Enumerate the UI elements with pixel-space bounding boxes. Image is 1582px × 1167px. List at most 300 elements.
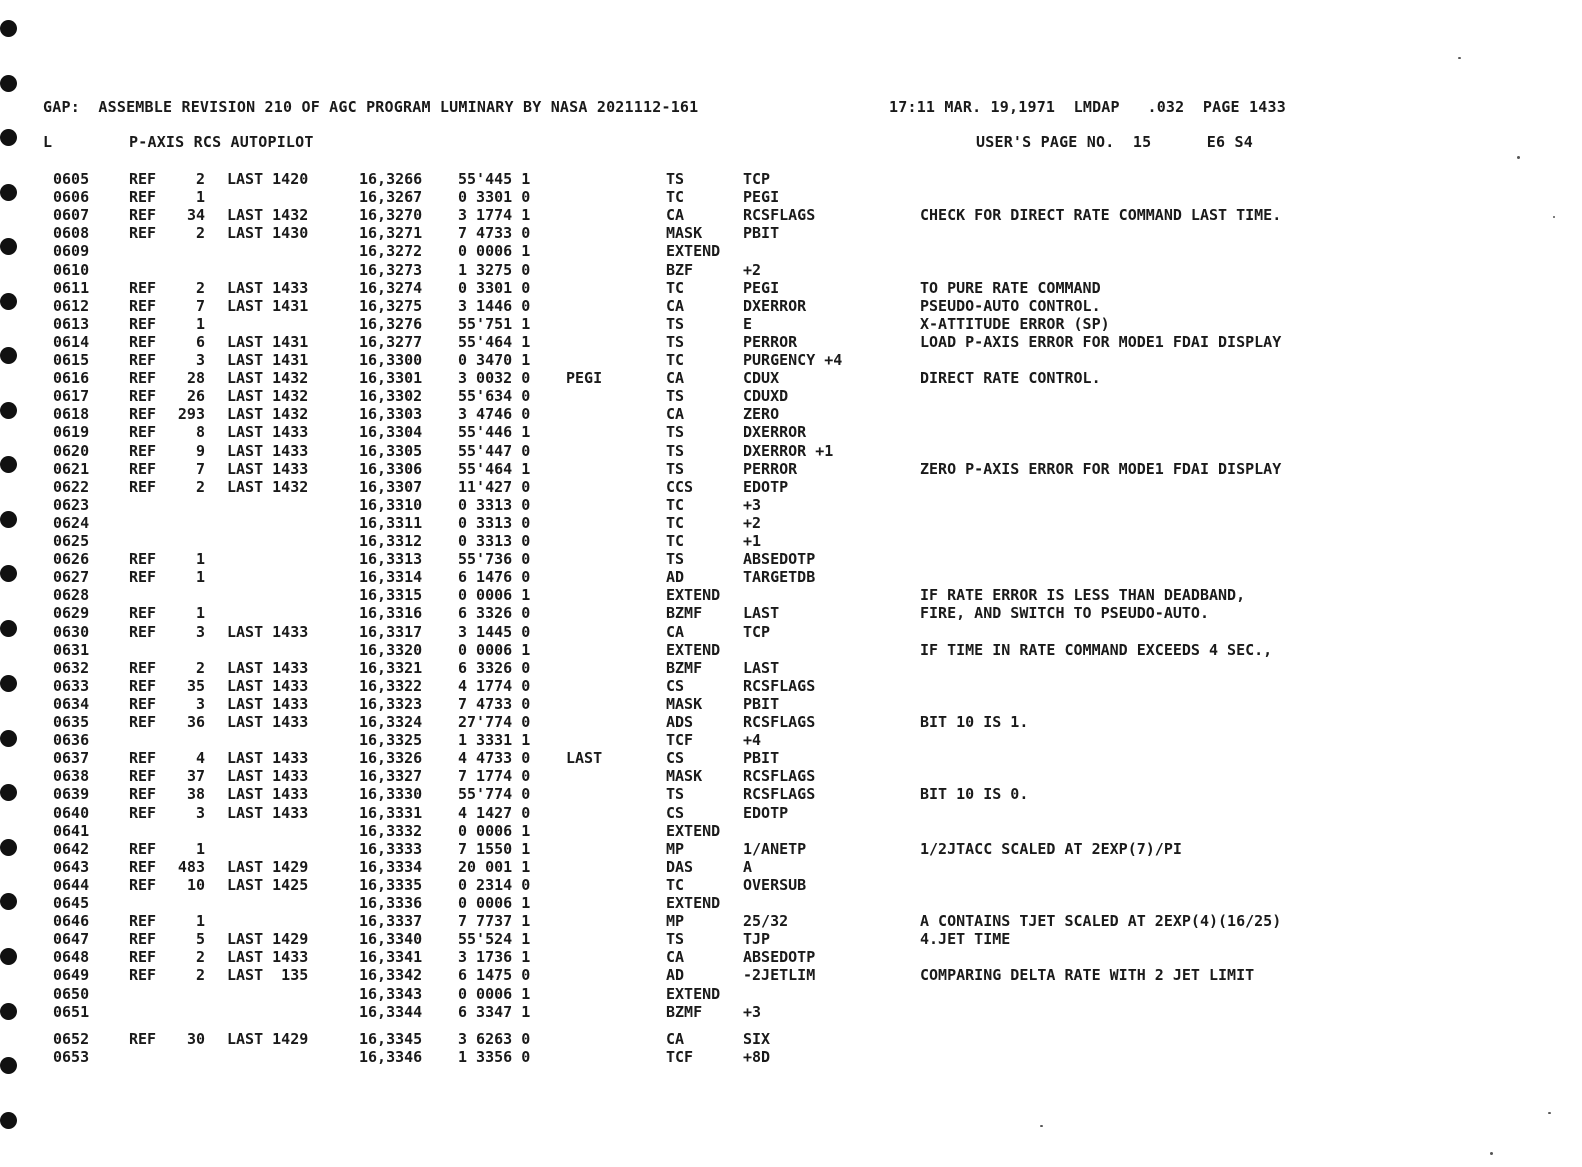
operand: LAST <box>743 604 780 623</box>
opcode: MASK <box>666 767 703 786</box>
line-number: 0639 <box>53 785 90 804</box>
comment: BIT 10 IS 1. <box>920 713 1029 731</box>
listing-row <box>0 894 1582 912</box>
operand: +3 <box>743 1002 762 1021</box>
octal-value: 3 1774 1 <box>458 206 531 225</box>
opcode: BZF <box>666 260 694 279</box>
header-log-code: L <box>43 133 53 151</box>
operand: +1 <box>743 532 762 550</box>
line-number: 0644 <box>53 875 90 894</box>
listing-row <box>0 279 1582 297</box>
octal-value: 55'464 1 <box>458 459 531 478</box>
operand: LAST <box>743 658 780 677</box>
opcode: BZMF <box>666 658 703 677</box>
operand: CDUXD <box>743 387 789 406</box>
line-number: 0620 <box>53 441 90 460</box>
last-ref: LAST 1432 <box>227 206 309 225</box>
address: 16,3277 <box>359 332 423 351</box>
ref-marker: REF <box>129 332 157 351</box>
ref-count: 3 <box>195 803 205 822</box>
opcode: TCF <box>666 1047 694 1066</box>
line-number: 0611 <box>53 278 90 297</box>
opcode: EXTEND <box>666 894 721 912</box>
octal-value: 55'634 0 <box>458 387 531 406</box>
octal-value: 55'751 1 <box>458 314 531 333</box>
ref-marker: REF <box>129 170 157 188</box>
operand: TJP <box>743 930 771 949</box>
ref-marker: REF <box>129 224 157 243</box>
ref-marker: REF <box>129 351 157 369</box>
listing-row <box>0 261 1582 279</box>
listing-row <box>0 623 1582 641</box>
opcode: TC <box>666 188 685 207</box>
paper-speck <box>1517 156 1520 159</box>
operand: PBIT <box>743 694 780 713</box>
operand: TARGETDB <box>743 568 816 587</box>
listing-row <box>0 1003 1582 1021</box>
octal-value: 0 3313 0 <box>458 495 531 514</box>
line-number: 0624 <box>53 513 90 532</box>
opcode: CA <box>666 296 685 315</box>
address: 16,3323 <box>359 694 423 713</box>
octal-value: 55'445 1 <box>458 170 531 188</box>
line-number: 0623 <box>53 495 90 514</box>
octal-value: 55'464 1 <box>458 332 531 351</box>
octal-value: 7 1550 1 <box>458 839 531 858</box>
comment: LOAD P-AXIS ERROR FOR MODE1 FDAI DISPLAY <box>920 332 1282 351</box>
line-number: 0621 <box>53 459 90 478</box>
listing-row <box>0 478 1582 496</box>
line-number: 0629 <box>53 604 90 623</box>
opcode: TS <box>666 314 685 333</box>
operand: PBIT <box>743 224 780 243</box>
ref-marker: REF <box>129 369 157 388</box>
operand: DXERROR <box>743 423 807 442</box>
last-ref: LAST 1429 <box>227 1029 309 1048</box>
opcode: EXTEND <box>666 984 721 1003</box>
line-number: 0636 <box>53 731 90 750</box>
line-number: 0614 <box>53 332 90 351</box>
feed-hole <box>0 1112 17 1129</box>
listing-row <box>0 297 1582 315</box>
address: 16,3314 <box>359 568 423 587</box>
address: 16,3274 <box>359 278 423 297</box>
operand: +3 <box>743 495 762 514</box>
line-number: 0607 <box>53 206 90 225</box>
opcode: CCS <box>666 477 694 496</box>
comment: IF RATE ERROR IS LESS THAN DEADBAND, <box>920 586 1246 605</box>
address: 16,3316 <box>359 604 423 623</box>
listing-row <box>0 514 1582 532</box>
ref-count: 293 <box>177 405 205 424</box>
opcode: TC <box>666 495 685 514</box>
last-ref: LAST 1433 <box>227 658 309 677</box>
last-ref: LAST 1433 <box>227 694 309 713</box>
address: 16,3336 <box>359 894 423 912</box>
ref-marker: REF <box>129 278 157 297</box>
ref-count: 37 <box>186 767 205 786</box>
line-number: 0632 <box>53 658 90 677</box>
ref-marker: REF <box>129 1029 157 1048</box>
line-number: 0648 <box>53 948 90 967</box>
line-number: 0650 <box>53 984 90 1003</box>
line-number: 0649 <box>53 966 90 985</box>
opcode: EXTEND <box>666 821 721 840</box>
feed-hole <box>0 75 17 92</box>
last-ref: LAST 1425 <box>227 875 309 894</box>
operand: RCSFLAGS <box>743 767 816 786</box>
address: 16,3331 <box>359 803 423 822</box>
ref-marker: REF <box>129 405 157 424</box>
address: 16,3344 <box>359 1002 423 1021</box>
line-number: 0631 <box>53 640 90 659</box>
ref-marker: REF <box>129 441 157 460</box>
address: 16,3334 <box>359 857 423 876</box>
line-number: 0640 <box>53 803 90 822</box>
opcode: CS <box>666 676 685 695</box>
ref-count: 1 <box>195 314 205 333</box>
octal-value: 6 3347 1 <box>458 1002 531 1021</box>
opcode: CA <box>666 405 685 424</box>
address: 16,3342 <box>359 966 423 985</box>
ref-marker: REF <box>129 857 157 876</box>
last-ref: LAST 135 <box>227 966 309 985</box>
listing-row <box>0 224 1582 242</box>
ref-count: 2 <box>195 948 205 967</box>
octal-value: 4 1427 0 <box>458 803 531 822</box>
opcode: TC <box>666 278 685 297</box>
address: 16,3300 <box>359 351 423 369</box>
opcode: TCF <box>666 731 694 750</box>
comment: X-ATTITUDE ERROR (SP) <box>920 314 1110 333</box>
address: 16,3332 <box>359 821 423 840</box>
ref-count: 7 <box>195 459 205 478</box>
operand: +2 <box>743 260 762 279</box>
line-number: 0610 <box>53 260 90 279</box>
octal-value: 3 4746 0 <box>458 405 531 424</box>
octal-value: 0 0006 1 <box>458 894 531 912</box>
operand: PEGI <box>743 278 780 297</box>
address: 16,3330 <box>359 785 423 804</box>
ref-marker: REF <box>129 296 157 315</box>
operand: A <box>743 857 753 876</box>
ref-marker: REF <box>129 622 157 641</box>
line-number: 0616 <box>53 369 90 388</box>
listing-row <box>0 659 1582 677</box>
line-number: 0634 <box>53 694 90 713</box>
address: 16,3333 <box>359 839 423 858</box>
octal-value: 3 0032 0 <box>458 369 531 388</box>
ref-marker: REF <box>129 912 157 931</box>
address: 16,3307 <box>359 477 423 496</box>
address: 16,3317 <box>359 622 423 641</box>
comment: FIRE, AND SWITCH TO PSEUDO-AUTO. <box>920 604 1209 623</box>
octal-value: 7 7737 1 <box>458 912 531 931</box>
listing-row <box>0 677 1582 695</box>
octal-value: 0 3313 0 <box>458 532 531 550</box>
last-ref: LAST 1433 <box>227 767 309 786</box>
last-ref: LAST 1433 <box>227 441 309 460</box>
ref-count: 4 <box>195 749 205 768</box>
ref-marker: REF <box>129 604 157 623</box>
address: 16,3310 <box>359 495 423 514</box>
line-number: 0630 <box>53 622 90 641</box>
listing-row <box>0 550 1582 568</box>
address: 16,3341 <box>359 948 423 967</box>
octal-value: 3 1446 0 <box>458 296 531 315</box>
listing-row <box>0 749 1582 767</box>
last-ref: LAST 1432 <box>227 477 309 496</box>
last-ref: LAST 1420 <box>227 170 309 188</box>
operand: DXERROR +1 <box>743 441 834 460</box>
comment: 4.JET TIME <box>920 930 1011 949</box>
last-ref: LAST 1433 <box>227 749 309 768</box>
ref-count: 26 <box>186 387 205 406</box>
ref-marker: REF <box>129 785 157 804</box>
opcode: TS <box>666 441 685 460</box>
listing-row <box>0 387 1582 405</box>
operand: CDUX <box>743 369 780 388</box>
operand: ABSEDOTP <box>743 948 816 967</box>
line-number: 0633 <box>53 676 90 695</box>
listing-row <box>0 369 1582 387</box>
listing-row <box>0 242 1582 260</box>
opcode: CS <box>666 749 685 768</box>
operand: RCSFLAGS <box>743 713 816 731</box>
comment: BIT 10 IS 0. <box>920 785 1029 804</box>
last-ref: LAST 1432 <box>227 405 309 424</box>
address: 16,3267 <box>359 188 423 207</box>
line-number: 0618 <box>53 405 90 424</box>
opcode: MASK <box>666 694 703 713</box>
address: 16,3303 <box>359 405 423 424</box>
octal-value: 0 3301 0 <box>458 278 531 297</box>
listing-row <box>0 604 1582 622</box>
ref-marker: REF <box>129 188 157 207</box>
operand: EDOTP <box>743 477 789 496</box>
line-number: 0651 <box>53 1002 90 1021</box>
listing-row <box>0 713 1582 731</box>
listing-row <box>0 731 1582 749</box>
octal-value: 55'774 0 <box>458 785 531 804</box>
ref-count: 30 <box>186 1029 205 1048</box>
header-assembly-line: GAP: ASSEMBLE REVISION 210 OF AGC PROGRAM LUMINARY BY NASA 2021112-161 <box>43 98 699 116</box>
listing-row <box>0 188 1582 206</box>
comment: CHECK FOR DIRECT RATE COMMAND LAST TIME. <box>920 206 1282 225</box>
line-number: 0608 <box>53 224 90 243</box>
ref-count: 3 <box>195 694 205 713</box>
ref-count: 5 <box>195 930 205 949</box>
octal-value: 1 3275 0 <box>458 260 531 279</box>
listing-row <box>0 785 1582 803</box>
line-number: 0643 <box>53 857 90 876</box>
ref-count: 9 <box>195 441 205 460</box>
octal-value: 0 0006 1 <box>458 984 531 1003</box>
last-ref: LAST 1433 <box>227 278 309 297</box>
paper-speck <box>1548 1112 1551 1114</box>
listing-row <box>0 586 1582 604</box>
line-number: 0617 <box>53 387 90 406</box>
address: 16,3266 <box>359 170 423 188</box>
opcode: AD <box>666 966 685 985</box>
opcode: TS <box>666 930 685 949</box>
ref-count: 34 <box>186 206 205 225</box>
opcode: CA <box>666 948 685 967</box>
ref-marker: REF <box>129 930 157 949</box>
ref-count: 3 <box>195 351 205 369</box>
opcode: DAS <box>666 857 694 876</box>
opcode: CS <box>666 803 685 822</box>
listing-row <box>0 170 1582 188</box>
opcode: TC <box>666 351 685 369</box>
listing-row <box>0 405 1582 423</box>
opcode: TS <box>666 170 685 188</box>
operand: DXERROR <box>743 296 807 315</box>
line-number: 0637 <box>53 749 90 768</box>
octal-value: 27'774 0 <box>458 713 531 731</box>
address: 16,3335 <box>359 875 423 894</box>
listing-row <box>0 822 1582 840</box>
address: 16,3346 <box>359 1047 423 1066</box>
listing-row <box>0 532 1582 550</box>
address: 16,3324 <box>359 713 423 731</box>
last-ref: LAST 1433 <box>227 423 309 442</box>
ref-count: 483 <box>177 857 205 876</box>
listing-row <box>0 858 1582 876</box>
listing-row <box>0 460 1582 478</box>
octal-value: 3 1736 1 <box>458 948 531 967</box>
opcode: EXTEND <box>666 242 721 261</box>
opcode: MP <box>666 839 685 858</box>
comment: A CONTAINS TJET SCALED AT 2EXP(4)(16/25) <box>920 912 1282 931</box>
operand: RCSFLAGS <box>743 676 816 695</box>
line-number: 0619 <box>53 423 90 442</box>
address: 16,3313 <box>359 550 423 569</box>
opcode: CA <box>666 206 685 225</box>
octal-value: 0 3470 1 <box>458 351 531 369</box>
opcode: TS <box>666 423 685 442</box>
listing-row <box>0 496 1582 514</box>
ref-count: 2 <box>195 224 205 243</box>
operand: OVERSUB <box>743 875 807 894</box>
ref-marker: REF <box>129 749 157 768</box>
listing-row <box>0 568 1582 586</box>
ref-count: 7 <box>195 296 205 315</box>
comment: IF TIME IN RATE COMMAND EXCEEDS 4 SEC., <box>920 640 1273 659</box>
ref-marker: REF <box>129 767 157 786</box>
address: 16,3337 <box>359 912 423 931</box>
paper-speck <box>1040 1125 1043 1127</box>
ref-marker: REF <box>129 387 157 406</box>
operand: PEGI <box>743 188 780 207</box>
ref-marker: REF <box>129 206 157 225</box>
ref-count: 8 <box>195 423 205 442</box>
octal-value: 3 1445 0 <box>458 622 531 641</box>
operand: +4 <box>743 731 762 750</box>
listing-row <box>0 840 1582 858</box>
last-ref: LAST 1431 <box>227 351 309 369</box>
line-number: 0626 <box>53 550 90 569</box>
address: 16,3304 <box>359 423 423 442</box>
operand: +8D <box>743 1047 771 1066</box>
last-ref: LAST 1433 <box>227 948 309 967</box>
address: 16,3272 <box>359 242 423 261</box>
listing-row <box>0 985 1582 1003</box>
ref-count: 1 <box>195 912 205 931</box>
comment: 1/2JTACC SCALED AT 2EXP(7)/PI <box>920 839 1182 858</box>
listing-row <box>0 315 1582 333</box>
ref-count: 2 <box>195 170 205 188</box>
ref-count: 2 <box>195 658 205 677</box>
opcode: TC <box>666 513 685 532</box>
opcode: TS <box>666 785 685 804</box>
ref-marker: REF <box>129 694 157 713</box>
listing-row <box>0 442 1582 460</box>
ref-count: 10 <box>186 875 205 894</box>
octal-value: 55'736 0 <box>458 550 531 569</box>
octal-value: 55'447 0 <box>458 441 531 460</box>
octal-value: 11'427 0 <box>458 477 531 496</box>
address: 16,3276 <box>359 314 423 333</box>
listing-row <box>0 767 1582 785</box>
address: 16,3306 <box>359 459 423 478</box>
address: 16,3305 <box>359 441 423 460</box>
address: 16,3301 <box>359 369 423 388</box>
opcode: CA <box>666 1029 685 1048</box>
address: 16,3320 <box>359 640 423 659</box>
octal-value: 7 4733 0 <box>458 694 531 713</box>
opcode: BZMF <box>666 1002 703 1021</box>
octal-value: 7 4733 0 <box>458 224 531 243</box>
symbol-label: PEGI <box>566 369 603 388</box>
address: 16,3312 <box>359 532 423 550</box>
header-date-page: 17:11 MAR. 19,1971 LMDAP .032 PAGE 1433 <box>889 98 1286 116</box>
last-ref: LAST 1432 <box>227 387 309 406</box>
listing-row <box>0 423 1582 441</box>
header-section-title: P-AXIS RCS AUTOPILOT <box>129 133 314 151</box>
opcode: MP <box>666 912 685 931</box>
operand: RCSFLAGS <box>743 206 816 225</box>
listing-row <box>0 206 1582 224</box>
opcode: TC <box>666 532 685 550</box>
operand: SIX <box>743 1029 771 1048</box>
ref-marker: REF <box>129 966 157 985</box>
octal-value: 0 2314 0 <box>458 875 531 894</box>
octal-value: 7 1774 0 <box>458 767 531 786</box>
opcode: EXTEND <box>666 586 721 605</box>
last-ref: LAST 1433 <box>227 713 309 731</box>
line-number: 0627 <box>53 568 90 587</box>
comment: COMPARING DELTA RATE WITH 2 JET LIMIT <box>920 966 1255 985</box>
ref-marker: REF <box>129 713 157 731</box>
line-number: 0628 <box>53 586 90 605</box>
listing-row <box>0 804 1582 822</box>
operand: E <box>743 314 753 333</box>
opcode: TS <box>666 459 685 478</box>
octal-value: 6 3326 0 <box>458 658 531 677</box>
last-ref: LAST 1433 <box>227 459 309 478</box>
address: 16,3311 <box>359 513 423 532</box>
opcode: TS <box>666 332 685 351</box>
ref-marker: REF <box>129 477 157 496</box>
comment: ZERO P-AXIS ERROR FOR MODE1 FDAI DISPLAY <box>920 459 1282 478</box>
operand: TCP <box>743 622 771 641</box>
ref-marker: REF <box>129 568 157 587</box>
octal-value: 0 3301 0 <box>458 188 531 207</box>
last-ref: LAST 1429 <box>227 930 309 949</box>
address: 16,3343 <box>359 984 423 1003</box>
line-number: 0605 <box>53 170 90 188</box>
